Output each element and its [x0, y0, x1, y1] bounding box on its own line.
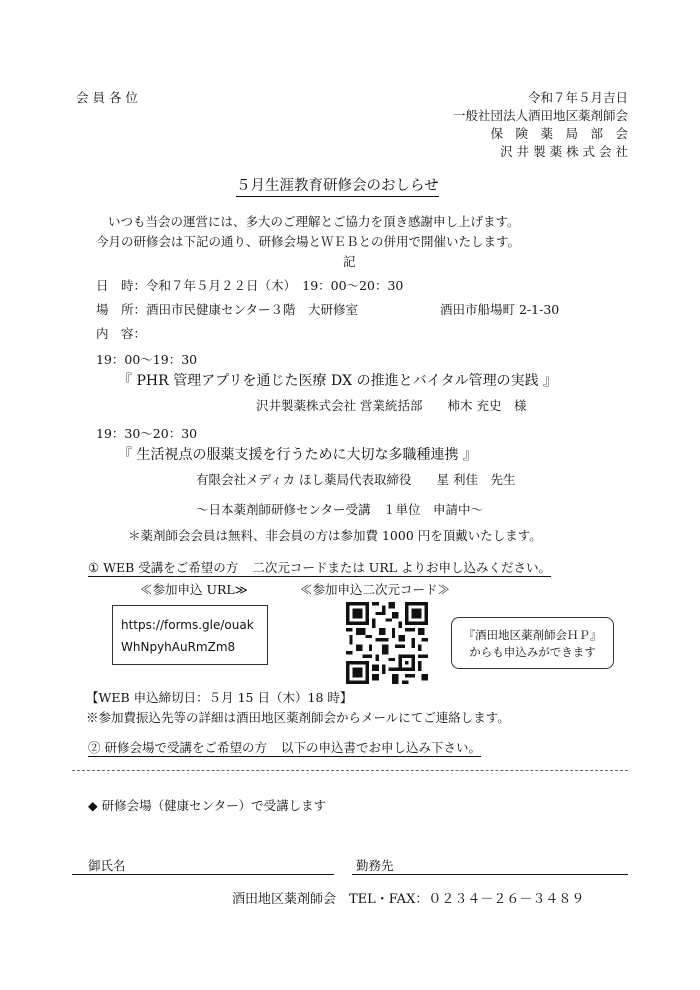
organizer-1: 一般社団法人酒田地区薬剤師会 [452, 108, 628, 123]
web-heading [88, 558, 551, 577]
hp-box [451, 617, 614, 669]
url-line-2[interactable]: WhNpyhAuRmZm8 [121, 640, 236, 654]
form-statement: ◆ 研修会場（健康センター）で受講します [88, 798, 327, 813]
session1-speaker: 沢井製薬株式会社 営業統括部 柿木 充史 様 [256, 398, 527, 413]
place: 場 所：酒田市民健康センター３階 大研修室 [96, 302, 359, 317]
workplace-field[interactable] [352, 874, 628, 875]
intro-line-1: いつも当会の運営には、多大のご理解とご協力を頂き感謝申し上げます。 [108, 214, 520, 229]
session1-time: 19：00～19：30 [96, 352, 198, 367]
contact-footer: 酒田地区薬剤師会 TEL・FAX：０２３４－２６－３４８９ [232, 892, 585, 907]
name-field[interactable] [72, 874, 334, 875]
url-box[interactable] [112, 605, 268, 665]
organizer-3: 沢 井 製 薬 株 式 会 社 [500, 144, 628, 159]
session1-title: 『 PHR 管理アプリを通じた医療 DX の推進とバイタル管理の実践 』 [118, 373, 558, 389]
qr-label: ≪参加申込二次元コード≫ [300, 582, 451, 597]
hp-line-2: からも申込みができます [469, 645, 596, 659]
fee-note: ＊薬剤師会会員は無料、非会員の方は参加費 1000 円を頂戴いたします。 [128, 528, 542, 543]
venue-heading [88, 738, 481, 757]
url-line-1[interactable]: https://forms.gle/ouak [121, 618, 254, 632]
workplace-label: 勤務先 [356, 858, 394, 873]
session2-time: 19：30～20：30 [96, 426, 198, 441]
ki-marker: 記 [343, 254, 356, 269]
place-address: 酒田市船場町 2-1-30 [440, 302, 560, 317]
organizer-2: 保 険 薬 局 部 会 [490, 126, 628, 141]
name-label: 御氏名 [88, 858, 126, 873]
cut-line [72, 770, 628, 771]
intro-line-2: 今月の研修会は下記の通り、研修会場とＷＥＢとの併用で開催いたします。 [96, 234, 521, 249]
credit-note: ～日本薬剤師研修センター受講 １単位 申請中～ [196, 502, 484, 517]
document-title: ５月生涯教育研修会のおしらせ [236, 174, 439, 197]
content-label: 内 容： [96, 326, 147, 341]
venue-heading-label: ② 研修会場で受講をご希望の方 [88, 740, 267, 755]
web-heading-instruction: 二次元コードまたは URL よりお申し込みください。 [252, 560, 552, 575]
web-heading-label: ① WEB 受講をご希望の方 [88, 560, 239, 575]
venue-heading-instruction: 以下の申込書でお申し込み下さい。 [280, 740, 481, 755]
addressee: 会 員 各 位 [76, 90, 138, 105]
session2-speaker: 有限会社メディカ ほし薬局代表取締役 星 利佳 先生 [196, 472, 516, 487]
qr-code-icon[interactable] [346, 602, 428, 684]
hp-line-1: 『酒田地区薬剤師会ＨＰ』 [463, 628, 602, 642]
session2-title: 『 生活視点の服薬支援を行うために大切な多職種連携 』 [118, 447, 477, 463]
web-deadline: 【WEB 申込締切日：５月 15 日（木）18 時】 [86, 690, 353, 705]
url-label: ≪参加申込 URL≫ [140, 582, 248, 597]
web-note: ※参加費振込先等の詳細は酒田地区薬剤師会からメールにてご連絡します。 [86, 710, 510, 725]
datetime: 日 時：令和７年５月２２日（木） 19：00～20：30 [96, 278, 404, 293]
issue-date: 令和７年５月吉日 [527, 90, 628, 105]
